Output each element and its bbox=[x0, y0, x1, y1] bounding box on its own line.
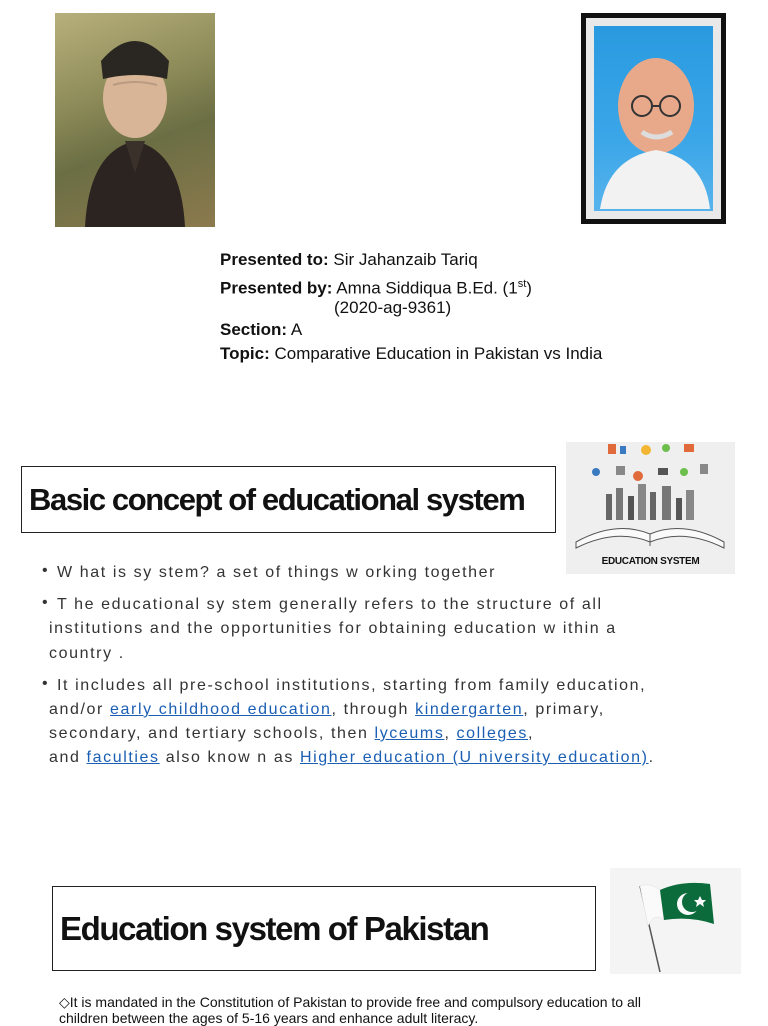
link-early-childhood-education[interactable]: early childhood education bbox=[110, 701, 332, 718]
bullet-dot: • bbox=[42, 562, 48, 579]
text-fragment: also know n as bbox=[159, 749, 300, 766]
pakistan-text-line1: ◇It is mandated in the Constitution of Pakistan to provide free and compulsory education to all bbox=[59, 994, 641, 1010]
presented-by-value: Amna Siddiqua B.Ed. (1 bbox=[336, 278, 518, 298]
bullet-educational-system-line1: T he educational sy stem generally refers to the structure of all bbox=[57, 596, 603, 613]
text-fragment: secondary, and tertiary schools, then bbox=[49, 725, 375, 742]
text-fragment: and/or bbox=[49, 701, 111, 718]
presented-by-close: ) bbox=[526, 278, 532, 298]
presented-by-sup: st bbox=[517, 278, 527, 290]
link-colleges[interactable]: colleges bbox=[456, 725, 529, 742]
portrait-left-drawing bbox=[55, 13, 215, 227]
text-fragment: , bbox=[528, 725, 535, 742]
text-fragment: and bbox=[49, 749, 87, 766]
bullet-dot: • bbox=[42, 675, 48, 692]
text-fragment: , through bbox=[331, 701, 416, 718]
pakistan-flag-graphic bbox=[610, 868, 741, 974]
section-label: Section: bbox=[220, 320, 288, 339]
presented-to-label: Presented to: bbox=[220, 250, 329, 269]
bullet-what-is-system bbox=[42, 561, 497, 585]
presented-by-label: Presented by: bbox=[220, 278, 333, 298]
bullet-includes-line3 bbox=[49, 722, 534, 746]
registration-number: (2020-ag-9361) bbox=[334, 298, 452, 317]
section-value: A bbox=[290, 320, 303, 339]
pakistan-flag-image bbox=[610, 868, 741, 974]
pakistan-heading-box bbox=[52, 886, 596, 971]
education-system-caption: EDUCATION SYSTEM bbox=[601, 556, 700, 567]
bullet-dot: • bbox=[42, 594, 48, 611]
bullet-educational-system-line3: country . bbox=[49, 645, 125, 662]
portrait-right-drawing bbox=[594, 26, 713, 209]
basic-concept-heading: Basic concept of educational system bbox=[29, 481, 525, 517]
pakistan-text-line2: children between the ages of 5-16 years and enhance adult literacy. bbox=[59, 1010, 479, 1026]
bullet-includes bbox=[42, 674, 647, 698]
topic-line bbox=[220, 342, 602, 366]
link-lyceums[interactable]: lyceums bbox=[374, 725, 445, 742]
bullet-educational-system-line2: institutions and the opportunities for obtaining education w ithin a bbox=[49, 620, 617, 637]
bullet-educational-system bbox=[42, 593, 603, 617]
pakistan-heading: Education system of Pakistan bbox=[60, 909, 489, 947]
portrait-frame-matte bbox=[586, 18, 721, 219]
basic-concept-heading-box bbox=[21, 466, 556, 533]
bullet-includes-line1: It includes all pre-school institutions, starting from family education, bbox=[57, 677, 647, 694]
bullet-what-is-system-text: W hat is sy stem? a set of things w orking together bbox=[57, 564, 497, 581]
portrait-image-left bbox=[55, 13, 215, 227]
bullet-includes-line2 bbox=[49, 698, 605, 722]
text-fragment: . bbox=[648, 749, 655, 766]
topic-value: Comparative Education in Pakistan vs India bbox=[274, 344, 603, 363]
bullet-includes-line4 bbox=[49, 746, 655, 770]
education-system-image bbox=[566, 442, 735, 574]
section-line bbox=[220, 318, 302, 342]
link-faculties[interactable]: faculties bbox=[86, 749, 160, 766]
education-system-graphic bbox=[566, 442, 735, 554]
link-higher-education[interactable]: Higher education (U niversity education) bbox=[299, 749, 649, 766]
topic-label: Topic: bbox=[220, 344, 270, 363]
presented-to-value: Sir Jahanzaib Tariq bbox=[333, 250, 478, 269]
presented-to-line bbox=[220, 248, 478, 272]
portrait-canvas bbox=[594, 26, 713, 211]
link-kindergarten[interactable]: kindergarten bbox=[415, 701, 524, 718]
portrait-image-right bbox=[581, 13, 726, 224]
text-fragment: , primary, bbox=[523, 701, 605, 718]
text-fragment: , bbox=[444, 725, 457, 742]
